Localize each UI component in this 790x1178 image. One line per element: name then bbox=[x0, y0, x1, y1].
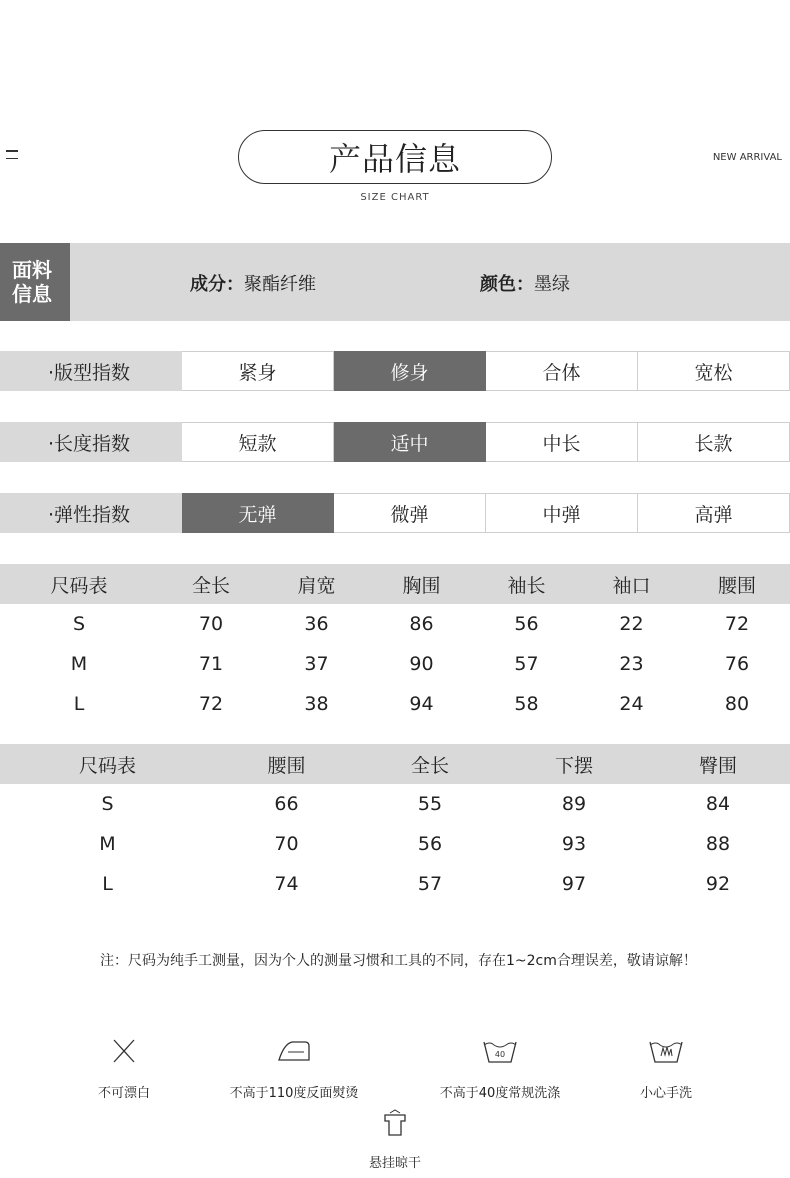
header-cell: 下摆 bbox=[554, 754, 593, 777]
fit-option-slim: 修身 bbox=[334, 351, 486, 391]
stretch-option-none: 无弹 bbox=[182, 493, 334, 533]
table-row bbox=[0, 824, 790, 864]
care-item bbox=[425, 1036, 575, 1101]
menu-icon bbox=[6, 150, 18, 165]
page-subtitle: SIZE CHART bbox=[360, 192, 430, 203]
fit-option-loose: 宽松 bbox=[638, 351, 790, 391]
fit-index-label: ·版型指数 bbox=[0, 351, 182, 391]
table-row bbox=[0, 684, 790, 724]
header-cell: 臀围 bbox=[698, 754, 737, 777]
care-item bbox=[320, 1108, 470, 1171]
length-option-short: 短款 bbox=[182, 422, 334, 462]
stretch-option-high: 高弹 bbox=[638, 493, 790, 533]
header-cell: 全长 bbox=[410, 754, 449, 777]
table-cell: S bbox=[101, 793, 114, 815]
care-item bbox=[219, 1036, 369, 1101]
table-cell: 70 bbox=[274, 833, 299, 855]
table-cell: 70 bbox=[198, 613, 224, 635]
hand-wash-icon bbox=[646, 1036, 686, 1066]
table-cell: 55 bbox=[417, 793, 443, 815]
care-label: 不高于40度常规洗涤 bbox=[439, 1086, 561, 1101]
table-cell: 57 bbox=[514, 653, 539, 675]
table-row bbox=[0, 644, 790, 684]
table-cell: 80 bbox=[724, 693, 750, 715]
length-index-row bbox=[0, 422, 790, 462]
table-cell: 97 bbox=[561, 873, 587, 895]
header-cell: 胸围 bbox=[402, 574, 441, 597]
header-cell: 全长 bbox=[191, 574, 230, 597]
header-cell: 腰围 bbox=[717, 574, 756, 597]
care-label: 不可漂白 bbox=[97, 1086, 150, 1101]
table-cell: 74 bbox=[274, 873, 299, 895]
table-cell: 90 bbox=[409, 653, 434, 675]
fit-option-regular: 合体 bbox=[486, 351, 638, 391]
table-cell: 71 bbox=[198, 653, 224, 675]
measurement-note: 注：尺码为纯手工测量，因为个人的测量习惯和工具的不同，存在1~2cm合理误差，敬请谅解！ bbox=[100, 953, 697, 969]
table-cell: 92 bbox=[705, 873, 731, 895]
stretch-index-label: ·弹性指数 bbox=[0, 493, 182, 533]
stretch-index-row bbox=[0, 493, 790, 533]
header-cell: 腰围 bbox=[267, 754, 306, 777]
table-row bbox=[0, 604, 790, 644]
composition-value: 聚酯纤维 bbox=[244, 274, 316, 295]
table-cell: 76 bbox=[724, 653, 750, 675]
new-arrival-tag: NEW ARRIVAL bbox=[712, 152, 782, 163]
composition-label: 成分： bbox=[190, 274, 244, 295]
header-cell: 袖长 bbox=[507, 574, 546, 597]
care-label: 不高于110度反面熨烫 bbox=[229, 1086, 359, 1101]
header-cell: 袖口 bbox=[612, 574, 651, 597]
fabric-info-band bbox=[0, 243, 790, 321]
page-title: 产品信息 bbox=[238, 130, 552, 184]
table-cell: 89 bbox=[561, 793, 587, 815]
no-bleach-icon bbox=[109, 1036, 139, 1066]
color-field bbox=[480, 270, 570, 296]
table-row bbox=[0, 784, 790, 824]
table-cell: L bbox=[73, 693, 85, 715]
fit-option-tight: 紧身 bbox=[182, 351, 334, 391]
table-cell: 36 bbox=[304, 613, 329, 635]
composition-field bbox=[190, 270, 316, 296]
table-cell: 93 bbox=[561, 833, 587, 855]
fabric-tag-line2: 信息 bbox=[12, 282, 52, 306]
table-cell: 94 bbox=[409, 693, 434, 715]
care-label: 小心手洗 bbox=[639, 1086, 692, 1101]
table-cell: 72 bbox=[198, 693, 224, 715]
length-option-long: 长款 bbox=[638, 422, 790, 462]
care-item bbox=[49, 1036, 199, 1101]
table-cell: 24 bbox=[619, 693, 644, 715]
table-cell: M bbox=[99, 833, 116, 855]
table-cell: 23 bbox=[619, 653, 644, 675]
table-cell: L bbox=[102, 873, 113, 895]
header-cell: 肩宽 bbox=[297, 574, 336, 597]
table-header bbox=[0, 564, 790, 604]
iron-icon bbox=[274, 1036, 314, 1066]
table-header bbox=[0, 744, 790, 784]
top-size-table bbox=[0, 564, 790, 724]
header-cell: 尺码表 bbox=[78, 754, 136, 777]
length-option-midlong: 中长 bbox=[486, 422, 638, 462]
table-cell: 88 bbox=[705, 833, 731, 855]
stretch-option-slight: 微弹 bbox=[334, 493, 486, 533]
table-row bbox=[0, 864, 790, 904]
table-cell: 66 bbox=[274, 793, 299, 815]
care-label: 悬挂晾干 bbox=[368, 1156, 421, 1171]
table-cell: M bbox=[70, 653, 88, 675]
length-index-label: ·长度指数 bbox=[0, 422, 182, 462]
bottom-size-table bbox=[0, 744, 790, 904]
table-cell: 22 bbox=[619, 613, 644, 635]
color-value: 墨绿 bbox=[534, 274, 570, 295]
table-cell: 38 bbox=[304, 693, 329, 715]
color-label: 颜色： bbox=[480, 274, 534, 295]
stretch-option-medium: 中弹 bbox=[486, 493, 638, 533]
wash-temperature: 40 bbox=[494, 1050, 506, 1059]
fabric-info-tag bbox=[0, 243, 70, 321]
table-cell: 86 bbox=[409, 613, 434, 635]
fabric-tag-line1: 面料 bbox=[12, 258, 52, 282]
table-cell: 72 bbox=[724, 613, 750, 635]
table-cell: 37 bbox=[304, 653, 329, 675]
table-cell: 56 bbox=[417, 833, 443, 855]
table-cell: 58 bbox=[514, 693, 539, 715]
hang-dry-icon bbox=[380, 1108, 410, 1138]
table-cell: 57 bbox=[417, 873, 443, 895]
table-cell: S bbox=[72, 613, 86, 635]
table-cell: 84 bbox=[705, 793, 731, 815]
table-cell: 56 bbox=[514, 613, 539, 635]
fit-index-row bbox=[0, 351, 790, 391]
length-option-medium: 适中 bbox=[334, 422, 486, 462]
care-item bbox=[591, 1036, 741, 1101]
header-cell: 尺码表 bbox=[50, 574, 108, 597]
wash-40-icon bbox=[480, 1036, 520, 1066]
